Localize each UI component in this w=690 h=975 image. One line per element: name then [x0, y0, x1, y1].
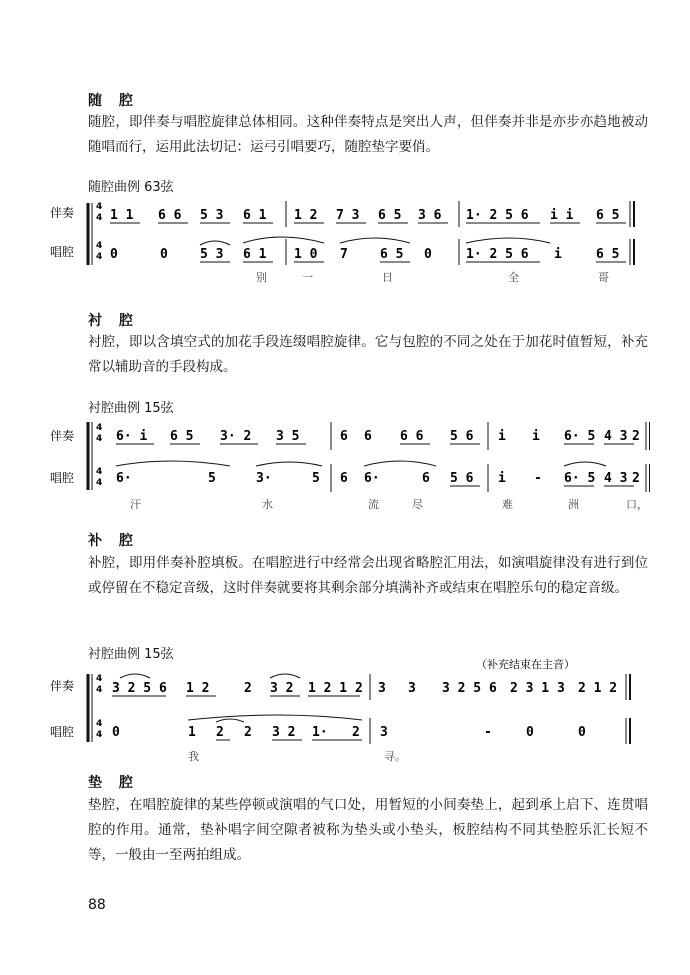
section-title-bu: 补 腔	[88, 533, 139, 549]
lyric-char: 全	[508, 271, 519, 284]
meter-top: 4	[96, 674, 103, 684]
note-acc: 4 3	[604, 429, 628, 444]
note-acc: 1 2	[294, 208, 318, 223]
paragraph-dian: 垫腔，在唱腔旋律的某些停顿或演唱的气口处，用暂短的小间奏垫上，起到承上启下、连贯唱腔的作用。通常，垫补唱字间空隙者被称为垫头或小垫头，板腔结构不同其垫腔乐汇长短不等，一般由一至两拍组成。	[88, 797, 648, 863]
meter-top: 4	[96, 241, 103, 251]
note-acc: 2 1 2	[578, 681, 618, 696]
meter-top: 4	[96, 719, 103, 729]
lyric-char: 口，	[626, 498, 648, 511]
section-title-chen: 衬 腔	[88, 313, 139, 329]
note-acc: 6 6	[400, 429, 424, 444]
lyric-char: 汗	[130, 498, 141, 511]
score-example-3	[50, 656, 650, 766]
note-acc: 2 3 1 3	[510, 681, 565, 696]
note-acc: 3 2	[270, 681, 294, 696]
lyric-char: 流	[368, 498, 379, 511]
note-acc: 6· 5	[564, 429, 596, 444]
note-acc: 3 2 5 6	[112, 681, 167, 696]
meter-bottom: 4	[96, 478, 103, 488]
note-acc: 3 2 5 6	[442, 681, 497, 696]
note-voc: 6 5	[596, 247, 620, 262]
note-voc: 6·	[364, 471, 380, 486]
note-voc: 2	[216, 725, 224, 740]
part-label-vocal: 唱腔	[50, 725, 75, 739]
note-acc: 1· 2 5 6	[466, 208, 529, 223]
lyric-char: 哥	[598, 271, 609, 284]
note-voc: 1 0	[294, 247, 318, 262]
note-voc: 6 5	[380, 247, 404, 262]
lyric-char: 别	[256, 271, 267, 284]
example-title-sui: 随腔曲例 63弦	[88, 180, 174, 195]
note-acc: 6	[340, 429, 348, 444]
note-voc: 6	[422, 471, 430, 486]
lyric-char: 尽	[412, 498, 423, 511]
page-number: 88	[88, 897, 106, 913]
section-title-sui: 随 腔	[88, 93, 139, 109]
note-acc: 3 6	[418, 208, 442, 223]
example-title-chen: 衬腔曲例 15弦	[88, 401, 174, 416]
lyric-char: 水	[262, 498, 273, 511]
example-title-bu: 衬腔曲例 15弦	[88, 647, 174, 662]
note-voc: -	[534, 471, 542, 486]
part-label-vocal: 唱腔	[50, 471, 75, 485]
note-acc: 3 5	[276, 429, 300, 444]
meter-bottom: 4	[96, 213, 103, 223]
note-voc: 6 1	[243, 247, 267, 262]
note-voc: 0	[110, 247, 118, 262]
note-acc: 6	[364, 429, 372, 444]
note-voc: 2	[632, 471, 640, 486]
note-acc: 1 2 1 2	[308, 681, 363, 696]
note-acc: 6 1	[243, 208, 267, 223]
note-acc: 2	[244, 681, 252, 696]
note-acc: 3	[408, 681, 416, 696]
note-voc: -	[484, 725, 492, 740]
note-voc: 0	[526, 725, 534, 740]
note-acc: 6· i	[116, 429, 148, 444]
note-voc: 2	[244, 725, 252, 740]
note-acc: i i	[550, 208, 574, 223]
note-voc: 6· 5	[564, 471, 596, 486]
annotation-text: （补充结束在主音）	[476, 658, 575, 671]
score-2-svg	[50, 416, 650, 512]
meter-bottom: 4	[96, 434, 103, 444]
note-voc: 6·	[116, 471, 132, 486]
note-voc: i	[554, 247, 562, 262]
note-acc: 5 3	[200, 208, 224, 223]
note-acc: 1 1	[110, 208, 134, 223]
note-acc: 1 2	[186, 681, 210, 696]
note-voc: 3	[380, 725, 388, 740]
note-acc: i	[498, 429, 506, 444]
note-acc: 6 5	[170, 429, 194, 444]
note-voc: 6	[340, 471, 348, 486]
note-voc: 3·	[256, 471, 272, 486]
meter-top: 4	[96, 467, 103, 477]
part-label-accompaniment: 伴奏	[50, 206, 75, 220]
paragraph-bu: 补腔，即用伴奏补腔填板。在唱腔进行中经常会出现省略腔汇用法，如演唱旋律没有进行到位或停留在不稳定音级，这时伴奏就要将其剩余部分填满补齐或结束在唱腔乐句的稳定音级。	[88, 555, 648, 596]
part-label-vocal: 唱腔	[50, 245, 75, 259]
score-example-2	[50, 416, 650, 512]
meter-top: 4	[96, 202, 103, 212]
note-voc: 0	[424, 247, 432, 262]
meter-bottom: 4	[96, 730, 103, 740]
paragraph-chen: 衬腔，即以含填空式的加花手段连缀唱腔旋律。它与包腔的不同之处在于加花时值暂短，补充常以辅助音的手段构成。	[88, 334, 648, 375]
note-voc: 5	[208, 471, 216, 486]
section-title-dian: 垫 腔	[88, 775, 139, 791]
note-voc: i	[498, 471, 506, 486]
note-voc: 0	[578, 725, 586, 740]
paragraph-sui: 随腔，即伴奏与唱腔旋律总体相同。这种伴奏特点是突出人声，但伴奏并非是亦步亦趋地被动随唱而行，运用此法切记：运弓引唱要巧，随腔垫字要俏。	[88, 114, 648, 155]
note-voc: 0	[112, 725, 120, 740]
lyric-char: 一	[302, 271, 313, 284]
note-voc: 1	[188, 725, 196, 740]
note-acc: 6 6	[158, 208, 182, 223]
part-label-accompaniment: 伴奏	[50, 429, 75, 443]
score-1-svg	[50, 195, 650, 287]
lyric-char: 寻。	[384, 750, 406, 763]
note-voc: 1· 2 5 6	[466, 247, 529, 262]
note-voc: 5 3	[200, 247, 224, 262]
lyric-char: 日	[382, 271, 393, 284]
note-acc: 5 6	[450, 429, 474, 444]
note-acc: 2	[632, 429, 640, 444]
note-acc: 3· 2	[220, 429, 252, 444]
note-voc: 5	[312, 471, 320, 486]
note-voc: 0	[160, 247, 168, 262]
note-voc: 1·	[312, 725, 328, 740]
score-example-1	[50, 195, 650, 287]
lyric-char: 洲	[568, 498, 579, 511]
note-acc: 6 5	[378, 208, 402, 223]
note-acc: 6 5	[596, 208, 620, 223]
note-acc: 3	[378, 681, 386, 696]
meter-bottom: 4	[96, 252, 103, 262]
note-voc: 2	[352, 725, 360, 740]
note-acc: 7 3	[336, 208, 360, 223]
meter-top: 4	[96, 423, 103, 433]
note-voc: 5 6	[450, 471, 474, 486]
part-label-accompaniment: 伴奏	[50, 679, 75, 693]
lyric-char: 我	[188, 750, 199, 763]
note-voc: 7	[340, 247, 348, 262]
note-voc: 4 3	[604, 471, 628, 486]
score-3-svg	[50, 656, 650, 766]
lyric-char: 难	[502, 498, 513, 511]
note-voc: 3 2	[272, 725, 296, 740]
meter-bottom: 4	[96, 685, 103, 695]
note-acc: i	[532, 429, 540, 444]
